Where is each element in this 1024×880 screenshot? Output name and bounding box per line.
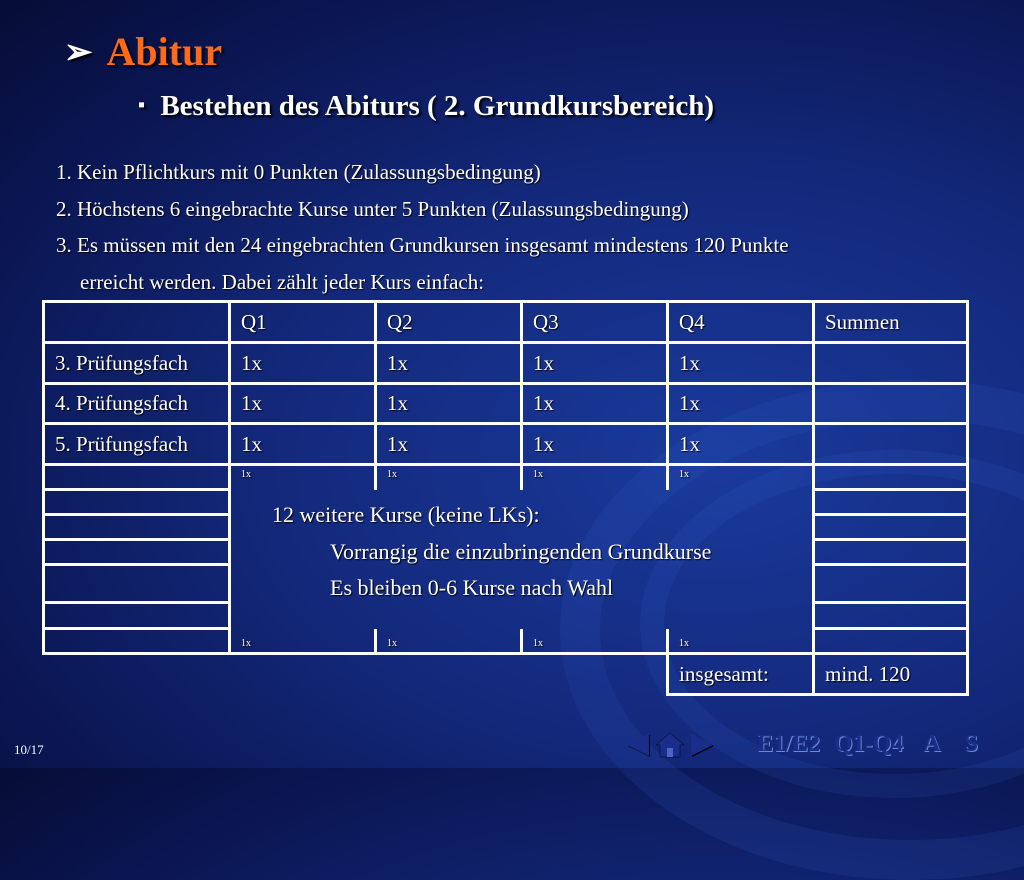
small-marker: 1x — [376, 465, 522, 490]
empty-cell — [522, 654, 668, 695]
table-row — [44, 465, 968, 490]
table-cell: 1x — [376, 424, 522, 465]
merged-description — [272, 497, 711, 607]
home-icon[interactable] — [655, 732, 685, 758]
total-value: mind. 120 — [814, 654, 968, 695]
table-cell: 1x — [230, 343, 376, 384]
table-sum-cell — [814, 629, 968, 654]
table-sum-cell — [814, 603, 968, 629]
table-cell: 1x — [376, 384, 522, 424]
table-cell: 1x — [230, 384, 376, 424]
next-slide-icon[interactable] — [691, 734, 713, 756]
slide-subtitle-text: Bestehen des Abiturs ( 2. Grundkursbereich) — [160, 90, 715, 122]
nav-link-a[interactable]: A — [923, 731, 941, 757]
table-row-label — [44, 465, 230, 490]
nav-link-s[interactable]: S — [964, 731, 978, 757]
slide-subtitle — [138, 90, 714, 123]
table-cell: 1x — [522, 343, 668, 384]
merged-line: Es bleiben 0-6 Kurse nach Wahl — [330, 575, 614, 600]
square-bullet-icon: ▪ — [138, 94, 146, 116]
small-marker: 1x — [230, 629, 376, 654]
table-sum-cell — [814, 565, 968, 603]
table-row — [44, 384, 968, 424]
table-row-label: 4. Prüfungsfach — [44, 384, 230, 424]
table-row — [44, 343, 968, 384]
small-marker: 1x — [522, 629, 668, 654]
table-cell: 1x — [376, 343, 522, 384]
table-header-cell — [44, 302, 230, 343]
table-cell: 1x — [230, 424, 376, 465]
table-row — [44, 424, 968, 465]
arrow-bullet-icon: ➢ — [64, 33, 93, 71]
table-sum-cell — [814, 540, 968, 565]
table-header-cell: Q2 — [376, 302, 522, 343]
table-row-label — [44, 515, 230, 540]
table-row-label — [44, 629, 230, 654]
nav-link-e1-e2[interactable]: E1/E2 — [757, 731, 820, 757]
rule-item: 2. Höchstens 6 eingebrachte Kurse unter 5 Punkten (Zulassungsbedingung) — [56, 196, 689, 221]
table-row — [44, 629, 968, 654]
small-marker: 1x — [376, 629, 522, 654]
table-row-label: 5. Prüfungsfach — [44, 424, 230, 465]
table-sum-cell — [814, 515, 968, 540]
table-sum-cell — [814, 384, 968, 424]
merged-line: 12 weitere Kurse (keine LKs): — [272, 502, 540, 527]
table-header-cell: Q3 — [522, 302, 668, 343]
table-cell: 1x — [522, 384, 668, 424]
table-row-label: 3. Prüfungsfach — [44, 343, 230, 384]
empty-cell — [44, 654, 230, 695]
rule-item: 1. Kein Pflichtkurs mit 0 Punkten (Zulassungsbedingung) — [56, 160, 541, 184]
slide-title-text: Abitur — [106, 29, 223, 74]
small-marker: 1x — [668, 629, 814, 654]
table-header-cell: Q1 — [230, 302, 376, 343]
nav-link-q1-q4[interactable]: Q1-Q4 — [833, 731, 904, 757]
table-sum-cell — [814, 465, 968, 490]
slide-title — [64, 28, 222, 75]
merged-line: Vorrangig die einzubringenden Grundkurse — [330, 538, 712, 564]
table-cell: 1x — [668, 343, 814, 384]
table-row-label — [44, 603, 230, 629]
table-row-label — [44, 565, 230, 603]
navigation-bar — [627, 731, 978, 758]
table-row-label — [44, 490, 230, 515]
table-header-row — [44, 302, 968, 343]
small-marker: 1x — [522, 465, 668, 490]
table-header-cell: Summen — [814, 302, 968, 343]
rule-item-continuation: erreicht werden. Dabei zählt jeder Kurs einfach: — [80, 269, 485, 294]
table-cell: 1x — [522, 424, 668, 465]
small-marker: 1x — [230, 465, 376, 490]
table-header-cell: Q4 — [668, 302, 814, 343]
table-sum-cell — [814, 424, 968, 465]
rules-list — [56, 154, 996, 300]
table-cell: 1x — [668, 384, 814, 424]
table-sum-cell — [814, 490, 968, 515]
page-number: 10/17 — [14, 742, 44, 757]
total-label: insgesamt: — [668, 654, 814, 695]
table-total-row — [44, 654, 968, 695]
table-cell: 1x — [668, 424, 814, 465]
small-marker: 1x — [668, 465, 814, 490]
previous-slide-icon[interactable] — [627, 734, 649, 756]
table-row-label — [44, 540, 230, 565]
table-sum-cell — [814, 343, 968, 384]
empty-cell — [376, 654, 522, 695]
rule-item: 3. Es müssen mit den 24 eingebrachten Grundkursen insgesamt mindestens 120 Punkte — [56, 233, 789, 257]
empty-cell — [230, 654, 376, 695]
